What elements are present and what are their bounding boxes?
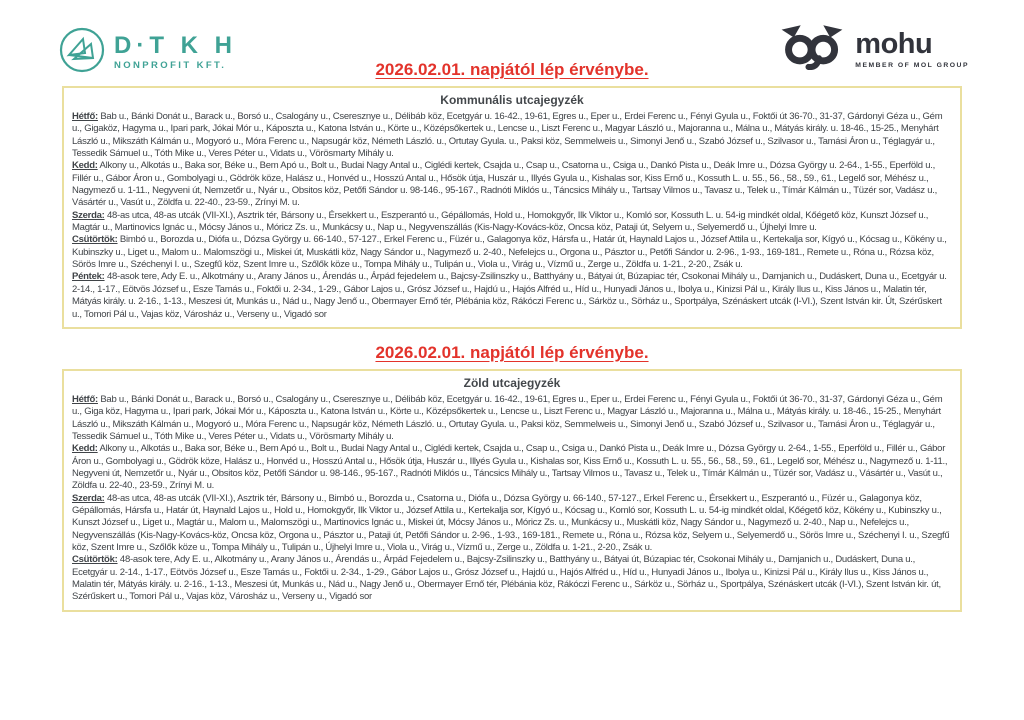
communal-street-list-box — [62, 86, 962, 329]
day-label-monday: Hétfő: — [72, 111, 98, 122]
street-list-text: Bab u., Bánki Donát u., Barack u., Borsó u., Csalogány u., Cseresznye u., Délibáb köz, Ecetgyár u. 16-42., 19-61, Egres u., Eper u., Erdei Ferenc u., Fényi Gyula u., Foktői út 36-70., 31-37, Gárdonyi Géza u., Gém u., Giga köz, Hagyma u., Ipari park, Jókai Mór u., Káposzta u., Katona István u., Körte u., Középsőkertek u., Lencse u., Liszt Ferenc u., Magyar László u., Majoranna u., Málna u., Mátyás király. u. 18-46., 15-25., Menyhárt László u., Mikszáth Kálmán u., Mogyoró u., Móra Ferenc u., Napsugár köz, Németh László. u., Ortutay Gyula. u., Paksi köz, Semmelweis u., Simonyi Jenő u., Szabó József u., Szilvasor u., Tamási Áron u., Téglagyár u., Tessedik Sámuel u., Tóth Mike u., Veres Péter u., Vidats u., Vörösmarty Mihály u. — [72, 393, 943, 442]
street-list-text: Bab u., Bánki Donát u., Barack u., Borsó u., Csalogány u., Cseresznye u., Délibáb köz, Ecetgyár u. 16-42., 19-61, Egres u., Eper u., Erdei Ferenc u., Fényi Gyula u., Foktői út 36-70., 31-37, Gárdonyi Géza u., Gém u., Gigaköz, Hagyma u., Ipari park, Jókai Mór u., Káposzta u., Katona István u., Körte u., Középsőkertek u., Lencse u., Liszt Ferenc u., Magyar László u., Majoranna u., Málna u., Mátyás király. u. 18-46., 15-25., Menyhárt László u., Mikszáth Kálmán u., Mogyoró u., Móra Ferenc u., Napsugár köz, Németh László. u., Ortutay Gyula. u., Paksi köz, Semmelweis u., Simonyi Jenő u., Szabó József u., Szilvasor u., Tamási Áron u., Téglagyár u., Tessedik Sámuel u., Tóth Mike u., Veres Péter u., Vidats u., Vörösmarty Mihály u. — [72, 111, 943, 160]
day-label-friday: Péntek: — [72, 271, 105, 283]
day-label-monday: Hétfő: — [72, 393, 98, 405]
day-label-tuesday: Kedd: — [72, 443, 98, 455]
green-tuesday-row — [72, 443, 952, 492]
communal-friday-row — [72, 271, 952, 320]
green-list-title: Zöld utcajegyzék — [463, 375, 561, 390]
day-label-wednesday: Szerda: — [72, 492, 105, 504]
mohu-logo-name: mohu — [855, 28, 933, 60]
street-list-text: Bimbó u., Borozda u., Diófa u., Dózsa György u. 66-140., 57-127., Erkel Ferenc u., Füzér u., Galagonya köz, Hársfa u., Határ út, Haynald Lajos u., József Attila u., Kertekalja sor, Kígyó u., Kócsag u., Kökény u., Kubinszky u., Liget u., Malom u.. Malomszögi u., Miskei út, Muskátli köz, Nagy Sándor u., Nagymező u. 2-40., Nefelejcs u., Orgona u., Pásztor u., Petőfi Sándor u. 2-96., 1-93., 169-181., Remete u., Róna u., Rózsa köz, Sörös Imre u., Széchenyi I. u., Szegfű köz, Szent Imre u., Szőlők köze u., Tompa Mihály u., Tulipán u., Viola u., Virág u., Vízmű u., Zerge u., Zöldfa u. 1-21., 2-20., Zsák u. — [72, 234, 947, 271]
green-thursday-row — [72, 554, 952, 603]
dtkh-logo-name: D·T K H — [114, 32, 237, 59]
mohu-logo-tagline: MEMBER OF MOL GROUP — [855, 62, 969, 69]
green-street-list-box — [62, 369, 962, 612]
communal-monday-row — [72, 111, 952, 160]
street-list-text: 48-asok tere, Ady E. u., Alkotmány u., Arany János u., Árendás u., Árpád fejedelem u., Bajcsy-Zsilinszky u., Batthyány u., Bátyai út, Búzapiac tér, Csokonai Mihály u., Damjanich u., Dudáskert, Duna u., Ecetgyár u. 2-14., 1-17., Eötvös József u., Esze Tamás u., Foktői u. 2-34., 1-29., Gábor Lajos u., Grósz József u., Hajdú u., Hajós Alfréd u., Híd u., Hunyadi János u., Ibolya u., Kinizsi Pál u., Király Ilus u., Kiss János u., Malatin tér, Mátyás király. u. 2-16., 1-13., Meszesi út, Munkás u., Nád u., Nagy Jenő u., Obermayer Ernő tér, Plébánia köz, Rákóczi Ferenc u., Sárköz u., Sörház u., Sportpálya, Szénáskert utcák (I-VI.), Szent István kir. Út, Szérűskert u., Tomori Pál u., Vajas köz, Városház u., Verseny u., Vigadó sor — [72, 271, 947, 320]
street-list-text: Alkony u., Alkotás u., Baka sor, Béke u., Bem Apó u., Bolt u., Budai Nagy Antal u., Ciglédi kertek, Csajda u., Csap u., Csatorna u., Csiga u., Dankó Pista u., Deák Imre u., Dózsa György u. 2-64., 1-55., Eperföld u., Fillér u., Gábor Áron u., Gombolyagi u., Gödrök köze, Halász u., Honvéd u., Hosszú Antal u., Hősök útja, Huszár u., Illyés Gyula u., Kishalas sor, Kiss Ernő u., Kossuth L. u. 55., 56., 58., 59., 61., Legelő sor, Méhész u., Nagymező u. 1-11., Negyveni út, Nemzetőr u., Nyár u., Obsitos köz, Petőfi Sándor u. 98-146., 95-167., Radnóti Miklós u., Táncsics Mihály u., Tartsay Vilmos u., Tavasz u., Telek u., Tímár Kálmán u., Tüzér sor, Vadász u., Vásártér u., Vasút u., Zöldfa u. 22-40., 23-59., Zrínyi M. u. — [72, 160, 938, 209]
day-label-thursday: Csütörtök: — [72, 234, 118, 246]
mohu-logo — [779, 24, 969, 75]
communal-thursday-row — [72, 234, 952, 271]
street-list-text: Alkony u., Alkotás u., Baka sor, Béke u., Bem Apó u., Bolt u., Budai Nagy Antal u., Ciglédi kertek, Csajda u., Csap u., Csiga u., Dankó Pista u., Deák Imre u., Dózsa György u. 2-64., 1-55., Eperföld u., Fillér u., Gábor Áron u., Gombolyagi u., Gödrök köze, Halász u., Honvéd u., Hosszú Antal u., Hősök útja, Huszár u., Illyés Gyula u., Kishalas sor, Kiss Ernő u., Kossuth L. u. 55., 56., 58., 59., 61., Legelő sor, Méhész u., Nagymező u. 1-11., Negyveni út, Nemzetőr u., Nyár u., Obsitos köz, Petőfi Sándor u. 98-146., 95-167., Radnóti Miklós u., Táncsics Mihály u., Tartsay Vilmos u., Tavasz u., Telek u., Tímár Kálmán u., Tüzér sor, Vadász u., Vásártér u., Vasút u., Zöldfa u. 22-40., 23-59., Zrínyi M. u. — [72, 443, 948, 492]
effective-date-heading-2: 2026.02.01. napjától lép érvénybe. — [375, 342, 649, 362]
communal-list-title: Kommunális utcajegyzék — [440, 93, 584, 107]
day-label-wednesday: Szerda: — [72, 209, 105, 221]
green-monday-row — [72, 394, 952, 443]
green-wednesday-row — [72, 493, 952, 555]
street-list-text: 48-asok tere, Ady E. u., Alkotmány u., Arany János u., Árendás u., Árpád Fejedelem u., Bajcsy-Zsilinszky u., Batthyány u., Bátyai út, Búzapiac tér, Csokonai Mihály u., Damjanich u., Dudáskert, Duna u., Ecetgyár u. 2-14., 1-17., Eötvös József u., Esze Tamás u., Foktői u. 2-34., 1-29., Gábor Lajos u., Grósz József u., Hajdú u., Hajós Alfréd u., Híd u., Hunyadi János u., Ibolya u., Kinizsi Pál u., Király Ilus u., Kiss János u., Malatin tér, Mátyás király. u. 2-16., 1-13., Meszesi út, Munkás u., Nád u., Nagy Jenő u., Obermayer Ernő tér, Plébánia köz, Rákóczi Ferenc u., Sárköz u., Sörház u., Sportpálya, Szénáskert utcák (I-VI.), Szent István kir. út, Szérűskert u., Tomori Pál u., Vajas köz, Városház u., Verseny u., Vigadó sor — [72, 554, 941, 603]
communal-wednesday-row — [72, 210, 952, 235]
day-label-tuesday: Kedd: — [72, 160, 98, 172]
effective-date-heading-1: 2026.02.01. napjától lép érvénybe. — [375, 60, 649, 79]
mohu-owl-icon — [779, 24, 845, 75]
street-list-text: 48-as utca, 48-as utcák (VII-XI.), Asztrik tér, Bársony u., Érsekkert u., Eszperantó u., Gépállomás, Hold u., Homokgyőr, Ilk Viktor u., Komló sor, Kossuth L. u. 54-ig mindkét oldal, Kőégető köz, Kunszt József u., Magtár u., Martinovics Ignác u., Mócsy János u., Móricz Zs. u., Munkácsy u., Nap u., Negyvenszállás (Kis-Nagy-Kovács-köz, Oncsa köz, Pataji út, Selyem u., Selyemerdő u., Újhelyi Imre u. — [72, 209, 929, 234]
day-label-thursday: Csütörtök: — [72, 554, 118, 566]
communal-tuesday-row — [72, 160, 952, 209]
dtkh-logo-subtitle: NONPROFIT KFT. — [114, 60, 227, 71]
street-list-text: 48-as utca, 48-as utcák (VII-XI.), Asztrik tér, Bársony u., Bimbó u., Borozda u., Csatorna u., Diófa u., Dózsa György u. 66-140., 57-127., Erkel Ferenc u., Érsekkert u., Eszperantó u., Füzér u., Galagonya köz, Gépállomás, Hársfa u., Határ út, Haynald Lajos u., Hold u., Homokgyőr, Ilk Viktor u., József Attila u., Kertekalja sor, Kígyó u., Kócsag u., Komló sor, Kossuth L. u. 54-ig mindkét oldal, Kőégető köz, Kökény u., Kubinszky u., Kunszt József u., Liget u., Magtár u., Malom u., Malomszögi u., Martinovics Ignác u., Miskei út, Mócsy János u., Móricz Zs. u., Munkácsy u., Muskátli köz, Nagy Sándor u., Nagymező u. 2-40., Nap u., Nefelejcs u., Negyvenszállás (Kis-Nagy-Kovács-köz, Oncsa köz, Orgona u., Pásztor u., Pataji út, Petőfi Sándor u. 2-96., 1-93., 169-181., Remete u., Róna u., Rózsa köz, Selyem u., Selyemerdő u., Sörös Imre u., Széchenyi I. u., Szegfű köz, Szent Imre u., Szőlők köze u., Tompa Mihály u., Tulipán u., Újhelyi Imre u., Viola u., Virág u., Vízmű u., Zerge u., Zöldfa u. 1-21., 2-20., Zsák u. — [72, 492, 950, 553]
header — [0, 0, 1024, 86]
